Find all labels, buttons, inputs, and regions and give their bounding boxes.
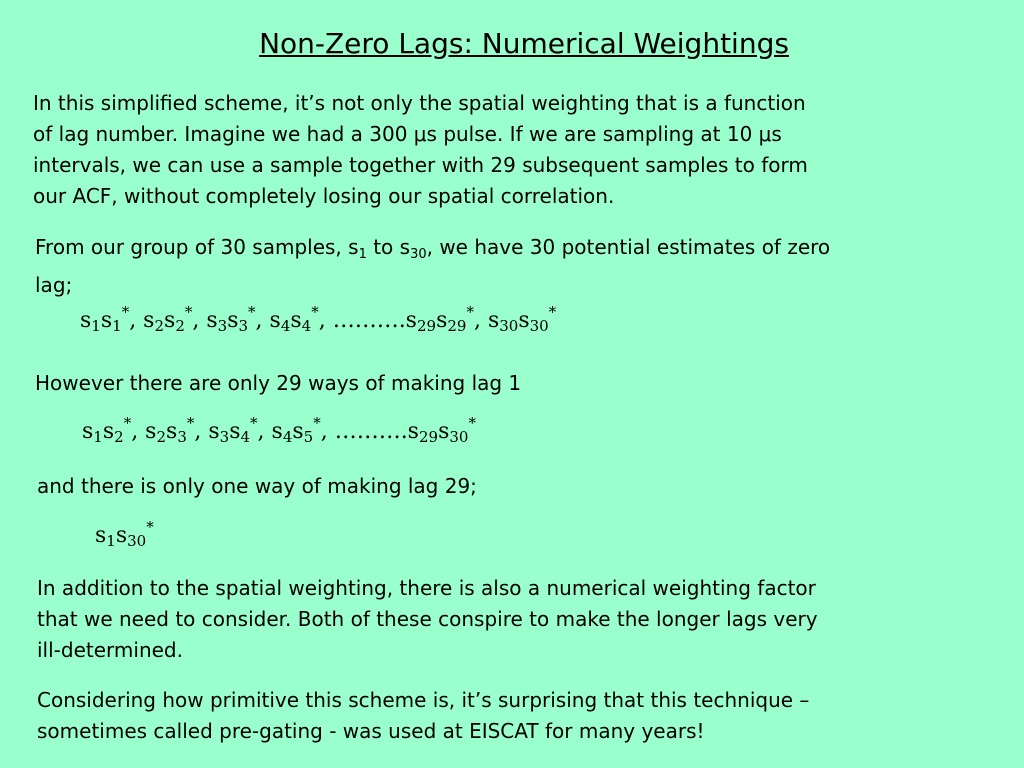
equation-lag-1-text: $s_1s_2^*$, $s_2s_3^*$, $s_3s_4^*$, $s_4s_5^*$, $\dots\dots\dots.s_{29}s_{30}^*$ <box>82 414 476 446</box>
equation-lag-29-text: $s_1s_{30}^*$ <box>95 518 154 550</box>
equation-lag-0-text: $s_1s_1^*$, $s_2s_2^*$, $s_3s_3^*$, $s_4s_4^*$, $\dots\dots\dots.s_{29}s_{29}^*$, $s_{30}s_{30}^*$ <box>80 303 557 335</box>
equation-lag-29 <box>95 518 154 550</box>
intro-line-2: of lag number. Imagine we had a 300 μs pulse. If we are sampling at 10 μs <box>33 122 782 146</box>
conclusion-line-1: Considering how primitive this scheme is, it’s surprising that this technique – <box>37 688 810 712</box>
paragraph-lag-29: and there is only one way of making lag 29; <box>37 474 477 498</box>
intro-line-1: In this simplified scheme, it’s not only the spatial weighting that is a function <box>33 91 806 115</box>
intro-line-4: our ACF, without completely losing our spatial correlation. <box>33 184 615 208</box>
weighting-line-2: that we need to consider. Both of these conspire to make the longer lags very <box>37 607 818 631</box>
weighting-line-3: ill-determined. <box>37 638 183 662</box>
zero-lag-line-1: From our group of 30 samples, $s_1$ to $s_{30}$, we have 30 potential estimates of zero <box>35 235 831 262</box>
equation-lag-0 <box>80 303 556 335</box>
conclusion-line-2: sometimes called pre-gating - was used at EISCAT for many years! <box>37 719 705 743</box>
paragraph-numerical-weighting <box>37 573 818 666</box>
slide-title: Non-Zero Lags: Numerical Weightings <box>259 27 789 60</box>
paragraph-conclusion <box>37 685 809 747</box>
paragraph-zero-lag <box>35 232 830 301</box>
equation-lag-1 <box>82 414 476 446</box>
paragraph-intro <box>33 88 808 212</box>
weighting-line-1: In addition to the spatial weighting, there is also a numerical weighting factor <box>37 576 816 600</box>
paragraph-lag-1: However there are only 29 ways of making lag 1 <box>35 371 522 395</box>
zero-lag-line-2: lag; <box>35 273 73 297</box>
intro-line-3: intervals, we can use a sample together with 29 subsequent samples to form <box>33 153 808 177</box>
